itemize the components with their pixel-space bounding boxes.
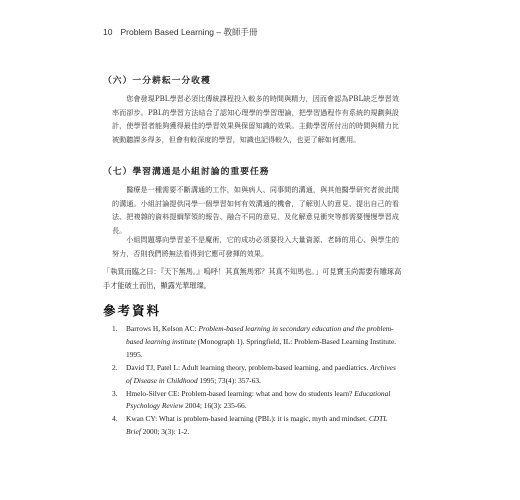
- reference-number: 3.: [112, 388, 118, 398]
- section-7-paragraph-2: 小組問題導向學習並不是魔術，它的成功必須要投入大量資源、老師的用心、與學生的努力，否則我們將無法看得到它應可發揮的效果。: [112, 235, 399, 258]
- reference-number: 1.: [112, 324, 118, 333]
- reference-text: David TJ, Patel L: Adult learning theory, problem-based learning, and paediatrics.: [126, 362, 371, 372]
- reference-text: Hmelo-Silver CE: Problem-based learning: what and how do students learn?: [126, 388, 355, 398]
- book-title: Problem Based Learning – 教師手冊: [120, 27, 258, 37]
- reference-number: 4.: [112, 414, 118, 424]
- section-heading-6: （六）一分耕耘一分收穫: [103, 76, 211, 86]
- references-title: 參考資料: [103, 303, 162, 318]
- section-heading-7: （七）學習溝通是小組討論的重要任務: [103, 167, 270, 177]
- reference-source-title: CDTL Brief: [126, 414, 388, 437]
- closing-quote: 「執箕而臨之曰：『天下無馬。』嗚呼！其真無馬邪？其真不知馬也。」可見寶玉尚需要有雕琢高手才能破土而出，顯露光華璀璨。: [103, 267, 402, 291]
- reference-number: 2.: [112, 362, 118, 372]
- running-header: [103, 26, 257, 38]
- reference-list: [112, 323, 402, 439]
- reference-details: 2000; 3(3): 1-2.: [140, 427, 190, 437]
- reference-text: Kwan CY: What is problem-based learning (PBL): it is magic, myth and mindset.: [126, 414, 369, 424]
- reference-details: 2004; 16(3): 235-66.: [183, 401, 247, 411]
- page-number: 10: [103, 27, 113, 37]
- reference-source-title: Archives of Disease in Childhood: [126, 362, 396, 385]
- section-7-paragraph-1: 醫療是一種需要不斷溝通的工作，如與病人、同事間的溝通，與其他醫學研究者彼此間的溝通。小組討論提供同學一個學習如何有效溝通的機會，了解別人的意見、提出自己的看法、把複雜的資料提綱挈領的報告、融合不同的意見、及化解意見衝突等都需要慢慢學習成長。: [112, 185, 399, 236]
- reference-details: 1995; 73(4): 357-63.: [197, 375, 261, 385]
- reference-item: [112, 362, 402, 388]
- reference-text: Barrows H, Kelson AC:: [126, 324, 199, 333]
- reference-item: [112, 323, 402, 362]
- reference-source-title: Educational Psychology Review: [126, 388, 391, 411]
- reference-source-title: Problem-based learning in secondary education and the problem-based learning institute: [126, 324, 394, 346]
- section-6-paragraph: 您會發現PBL學習必須比傳統課程投入較多的時間與精力，因而會認為PBL缺乏學習效率而卻步。PBL的學習方法結合了認知心理學的學習理論，把學習過程作有系統的規劃與設計，使學習者能夠獲得最佳的學習效果與保留知識的效果。主動學習所付出的時間與精力比被動聽課多得多，但會有較深度的學習，知識也記得較久，也更了解如何應用。: [112, 94, 399, 145]
- reference-item: [112, 413, 402, 439]
- reference-item: [112, 388, 402, 414]
- reference-details: (Monograph 1). Springfield, IL: Problem-Based Learning Institute. 1995.: [126, 336, 397, 359]
